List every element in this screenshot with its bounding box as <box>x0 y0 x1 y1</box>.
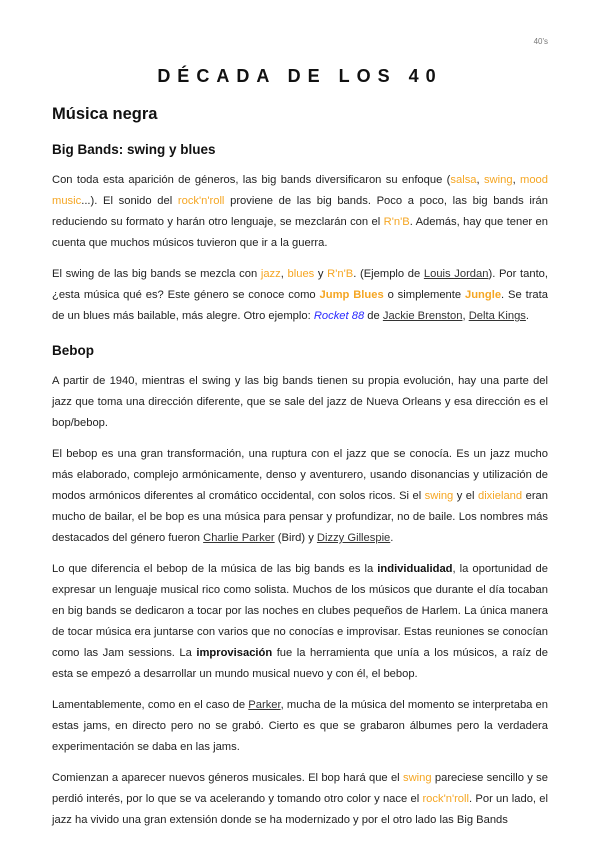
genre-highlight: R'n'B <box>327 268 354 280</box>
text: . Por un lado, el jazz ha vivido una gran extensión donde se ha modernizado y por el otro lado las Big Bands <box>52 793 548 826</box>
text: . Se trata de un blues más bailable, más alegre. Otro ejemplo: <box>52 289 548 322</box>
text: . <box>525 310 530 322</box>
link[interactable]: Parker <box>248 699 281 711</box>
page-header: 40's <box>533 37 548 46</box>
text: , <box>476 174 484 186</box>
text: o simplemente <box>383 289 465 301</box>
paragraph <box>52 559 548 685</box>
paragraph <box>52 170 548 254</box>
paragraph <box>52 695 548 758</box>
emphasis: improvisación <box>196 647 273 659</box>
text: , <box>280 268 288 280</box>
text: . Además, hay que tener en cuenta que muchos músicos tuvieron que ir a la guerra. <box>52 216 549 249</box>
genre-highlight: swing <box>402 772 432 784</box>
paragraph <box>52 371 548 434</box>
link[interactable]: Louis Jordan <box>423 268 489 280</box>
paragraph <box>52 768 548 831</box>
subheading-bebop: Bebop <box>52 343 94 358</box>
text: ...). El sonido del <box>81 195 178 207</box>
text: fue la herramienta que unía a los músicos, a raíz de esta se empezó a desarrollar un mundo musical nuevo y con él, el bebop. <box>52 647 548 680</box>
genre-highlight: mood music <box>52 174 549 207</box>
genre-term: Jump Blues <box>319 289 384 301</box>
text: y el <box>453 490 478 502</box>
text: Comienzan a aparecer nuevos géneros musicales. El bop hará que el <box>52 772 403 784</box>
genre-highlight: salsa <box>450 174 477 186</box>
text: Con toda esta aparición de géneros, las big bands diversificaron su enfoque ( <box>52 174 451 186</box>
emphasis: individualidad <box>377 563 453 575</box>
genre-highlight: R'n'B <box>383 216 410 228</box>
paragraph <box>52 444 548 549</box>
text: , <box>512 174 521 186</box>
genre-highlight: blues <box>287 268 315 280</box>
text: A partir de 1940, mientras el swing y las big bands tienen su propia evolución, hay una parte del jazz que toma una dirección diferente, que se sale del jazz de Nueva Orleans y esa dirección es el bop/bebop. <box>52 375 548 429</box>
text: Lamentablemente, como en el caso de <box>52 699 249 711</box>
text: y <box>314 268 328 280</box>
link[interactable]: Jackie Brenston <box>382 310 463 322</box>
text: . <box>390 532 394 544</box>
text: ). Por tanto, ¿esta música qué es? Este género se conoce como <box>52 268 549 301</box>
link[interactable]: Dizzy Gillespie <box>316 532 391 544</box>
link[interactable]: Charlie Parker <box>203 532 275 544</box>
section-heading: Música negra <box>52 105 158 123</box>
genre-highlight: jazz <box>260 268 281 280</box>
genre-highlight: swing <box>483 174 513 186</box>
song-link[interactable]: Rocket 88 <box>313 310 365 322</box>
text: de <box>364 310 383 322</box>
link[interactable]: Delta Kings <box>468 310 526 322</box>
text: , mucha de la música del momento se interpretaba en estas jams, en directo pero no se grabó. Cierto es que se grabaron álbumes pero la verdadera experimentación se daba en las jams. <box>52 699 549 753</box>
text: proviene de las big bands. Poco a poco, las big bands irán reduciendo su formato y harán otro lenguaje, se mezclarán con el <box>52 195 549 228</box>
genre-highlight: dixieland <box>477 490 523 502</box>
subheading-big-bands: Big Bands: swing y blues <box>52 142 216 157</box>
text: Lo que diferencia el bebop de la música de las big bands es la <box>52 563 378 575</box>
page-title: DÉCADA DE LOS 40 <box>157 66 443 86</box>
text: (Bird) y <box>274 532 317 544</box>
paragraph <box>52 264 548 327</box>
genre-highlight: rock'n'roll <box>177 195 225 207</box>
genre-term: Jungle <box>464 289 502 301</box>
text: El bebop es una gran transformación, una ruptura con el jazz que se conocía. Es un jazz mucho más elaborado, complejo armónicamente, denso y aventurero, usando disonancias y utilización de modos armónicos diferentes al cromático occidental, con solos ricos. Si el <box>52 448 548 502</box>
genre-highlight: rock'n'roll <box>422 793 470 805</box>
document-body <box>52 62 548 831</box>
text: eran mucho de bailar, el be bop es una música para pensar y profundizar, no de baile. Los nombres más destacados del género fueron <box>52 490 548 544</box>
text: , la oportunidad de expresar un lenguaje musical rico como solista. Muchos de los músicos que durante el día tocaban en big bands se dedicaron a tocar por las noches en clubes pequeños de Harlem. La única manera de tocar música era juntarse con varios que no conocías e improvisar. Estas reuniones se conocían como las Jam sessions. La <box>52 563 548 659</box>
text: El swing de las big bands se mezcla con <box>52 268 261 280</box>
text: , <box>462 310 469 322</box>
genre-highlight: swing <box>424 490 454 502</box>
text: pareciese sencillo y se perdió interés, por lo que se va acelerando y tomando otro color y nace el <box>52 772 548 805</box>
text: . (Ejemplo de <box>353 268 424 280</box>
